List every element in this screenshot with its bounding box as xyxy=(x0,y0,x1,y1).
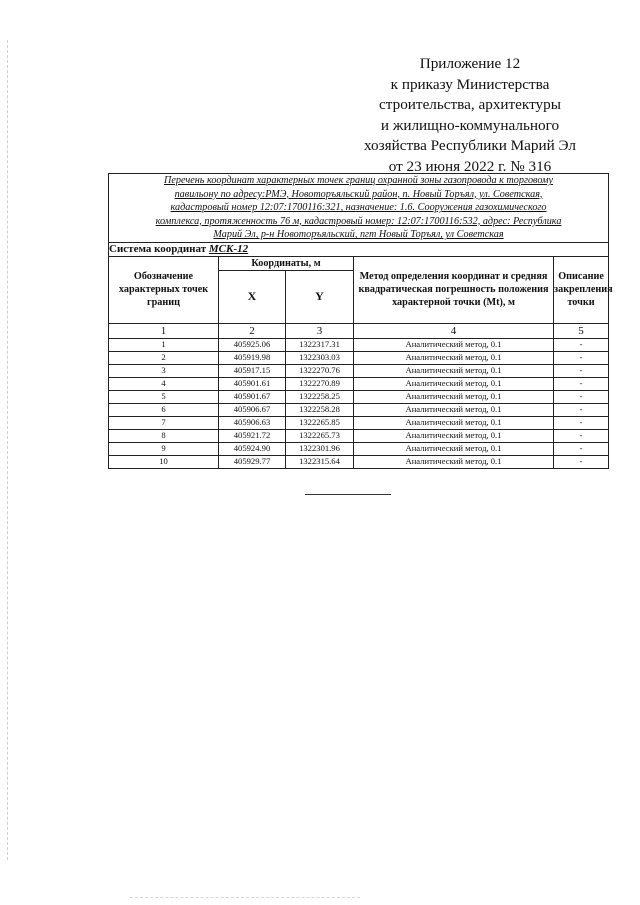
point-number: 4 xyxy=(109,377,219,390)
scan-edge-left xyxy=(7,40,8,860)
method: Аналитический метод, 0.1 xyxy=(354,429,554,442)
coord-x: 405921.72 xyxy=(219,429,286,442)
method: Аналитический метод, 0.1 xyxy=(354,390,554,403)
appendix-header xyxy=(360,54,580,177)
table-row xyxy=(109,338,609,351)
method: Аналитический метод, 0.1 xyxy=(354,377,554,390)
header-method: Метод определения координат и средняя квадратическая погрешность положения характерной точки (Mt), м xyxy=(354,256,554,323)
coord-y: 1322303.03 xyxy=(286,351,354,364)
method: Аналитический метод, 0.1 xyxy=(354,364,554,377)
header-line: Приложение 12 xyxy=(419,55,521,72)
title-line: павильону по адресу:РМЭ, Новоторъяльский район, п. Новый Торъял, ул. Советская, xyxy=(174,188,543,200)
point-number: 1 xyxy=(109,338,219,351)
coord-x: 405901.67 xyxy=(219,390,286,403)
description: - xyxy=(554,403,609,416)
coordinate-system xyxy=(109,242,609,256)
coord-x: 405929.77 xyxy=(219,455,286,468)
method: Аналитический метод, 0.1 xyxy=(354,351,554,364)
point-number: 6 xyxy=(109,403,219,416)
column-number: 5 xyxy=(554,323,609,338)
table-row xyxy=(109,403,609,416)
description: - xyxy=(554,416,609,429)
coord-y: 1322265.73 xyxy=(286,429,354,442)
coord-y: 1322258.28 xyxy=(286,403,354,416)
table-row xyxy=(109,390,609,403)
table-row xyxy=(109,429,609,442)
point-number: 5 xyxy=(109,390,219,403)
title-line: Перечень координат характерных точек границ охранной зоны газопровода к торговому xyxy=(163,175,554,186)
coord-y: 1322265.85 xyxy=(286,416,354,429)
end-divider xyxy=(305,494,391,495)
point-number: 7 xyxy=(109,416,219,429)
column-number: 2 xyxy=(219,323,286,338)
coord-x: 405906.67 xyxy=(219,403,286,416)
point-number: 10 xyxy=(109,455,219,468)
header-line: и жилищно-коммунального xyxy=(380,116,560,134)
coord-x: 405906.63 xyxy=(219,416,286,429)
header-point: Обозначение характерных точек границ xyxy=(109,256,219,323)
coord-y: 1322301.96 xyxy=(286,442,354,455)
coord-x: 405924.90 xyxy=(219,442,286,455)
table-row xyxy=(109,377,609,390)
title-line: кадастровый номер 12:07:1700116:321, назначение: 1.6. Сооружения газохимического xyxy=(170,202,547,214)
point-number: 9 xyxy=(109,442,219,455)
table-row xyxy=(109,351,609,364)
system-label: Система координат xyxy=(109,243,207,256)
coord-x: 405925.06 xyxy=(219,338,286,351)
coord-y: 1322258.25 xyxy=(286,390,354,403)
point-number: 8 xyxy=(109,429,219,442)
description: - xyxy=(554,351,609,364)
title-line: Марий Эл, р-н Новоторъяльский, пгт Новый Торъял, ул Советская xyxy=(213,229,504,241)
point-number: 2 xyxy=(109,351,219,364)
description: - xyxy=(554,364,609,377)
method: Аналитический метод, 0.1 xyxy=(354,455,554,468)
coordinates-table xyxy=(108,173,613,469)
header-coords: Координаты, м xyxy=(219,256,354,270)
title-line: комплекса, протяженность 76 м, кадастровый номер: 12:07:1700116:532, адрес: Республика xyxy=(155,215,562,227)
table-title xyxy=(109,174,609,243)
table-row xyxy=(109,442,609,455)
header-line: к приказу Министерства xyxy=(390,75,550,93)
table-row xyxy=(109,364,609,377)
description: - xyxy=(554,442,609,455)
coord-y: 1322270.89 xyxy=(286,377,354,390)
coord-x: 405901.61 xyxy=(219,377,286,390)
coord-y: 1322270.76 xyxy=(286,364,354,377)
column-number: 4 xyxy=(354,323,554,338)
method: Аналитический метод, 0.1 xyxy=(354,442,554,455)
header-line: от 23 июня 2022 г. № 316 xyxy=(388,157,552,175)
header-y: Y xyxy=(286,270,354,323)
column-number: 3 xyxy=(286,323,354,338)
header-x: X xyxy=(219,270,286,323)
description: - xyxy=(554,377,609,390)
scan-edge-bottom xyxy=(130,897,360,898)
coord-x: 405919.98 xyxy=(219,351,286,364)
header-line: хозяйства Республики Марий Эл xyxy=(364,137,576,154)
column-numbers-row xyxy=(109,323,609,338)
point-number: 3 xyxy=(109,364,219,377)
coord-y: 1322317.31 xyxy=(286,338,354,351)
column-number: 1 xyxy=(109,323,219,338)
description: - xyxy=(554,390,609,403)
method: Аналитический метод, 0.1 xyxy=(354,338,554,351)
method: Аналитический метод, 0.1 xyxy=(354,403,554,416)
coord-y: 1322315.64 xyxy=(286,455,354,468)
table-row xyxy=(109,455,609,468)
description: - xyxy=(554,429,609,442)
table-row xyxy=(109,416,609,429)
method: Аналитический метод, 0.1 xyxy=(354,416,554,429)
coord-x: 405917.15 xyxy=(219,364,286,377)
header-line: строительства, архитектуры xyxy=(379,96,561,113)
description: - xyxy=(554,338,609,351)
description: - xyxy=(554,455,609,468)
system-value: МСК-12 xyxy=(208,243,249,256)
header-description: Описание закрепления точки xyxy=(554,256,609,323)
